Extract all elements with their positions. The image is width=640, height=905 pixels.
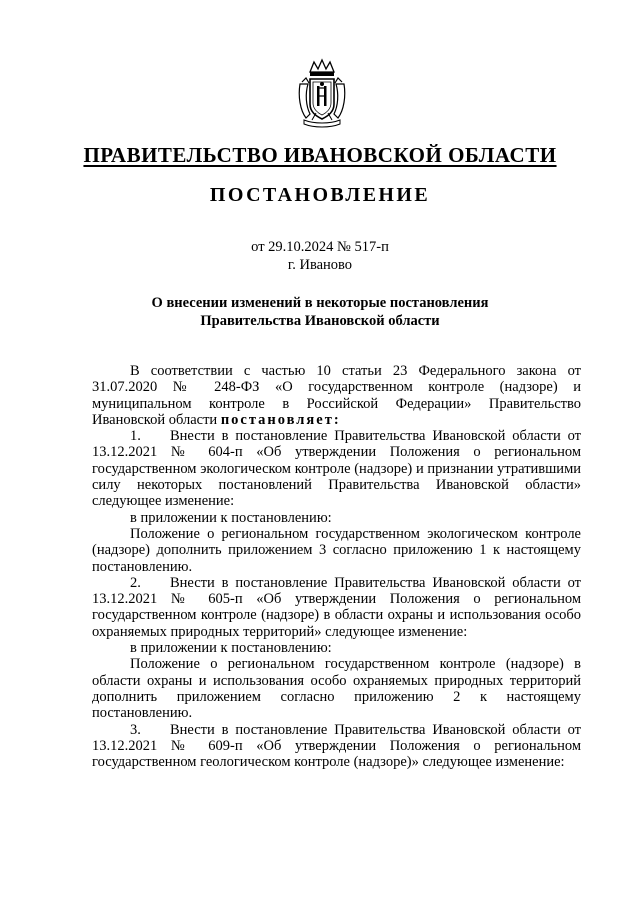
item-1-sub: в приложении к постановлению: [130, 509, 332, 526]
item-1-text: Внести в постановление Правительства Ивановской области от 13.12.2021 № 604-п «Об утверждении Положения о региональном государственном экологическом контроле (надзоре) и признании утратившими силу некоторых постановлений Правительства Ивановской области» следующее изменение: [92, 428, 581, 510]
city: г. Иваново [287, 257, 353, 273]
item-2-text: Внести в постановление Правительства Ивановской области от 13.12.2021 № 605-п «Об утверждении Положения о региональном государственном контроле (надзоре) в области охраны и использования особо охраняемых природных территорий» следующее изменение: [92, 574, 581, 640]
coat-of-arms-icon [296, 58, 348, 128]
government-title-text: ПРАВИТЕЛЬСТВО ИВАНОВСКОЙ ОБЛАСТИ [83, 143, 557, 167]
government-title [0, 143, 640, 168]
document-subject [0, 294, 640, 330]
document-body [92, 363, 581, 770]
resolves-word: постановляет: [220, 411, 341, 428]
item-1 [92, 428, 581, 509]
document-meta [0, 238, 640, 274]
intro-text: В соответствии с частью 10 статьи 23 Федерального закона от 31.07.2020 № 248-ФЗ «О государственном контроле (надзоре) и муниципальном контроле в Российской Федерации» Правительство Ивановской области [92, 363, 581, 428]
subject-line-2: Правительства Ивановской области [200, 313, 440, 329]
date-number: от 29.10.2024 № 517-п [251, 239, 389, 255]
document-type: ПОСТАНОВЛЕНИЕ [209, 184, 431, 206]
subject-line-1: О внесении изменений в некоторые постановления [151, 295, 489, 311]
intro-paragraph [92, 363, 581, 428]
item-1-change: Положение о региональном государственном экологическом контроле (надзоре) дополнить приложением 3 согласно приложению 1 к настоящему постановлению. [92, 525, 581, 575]
item-1-number: 1. [130, 428, 141, 445]
item-2-sub: в приложении к постановлению: [130, 640, 332, 657]
item-2-number: 2. [130, 574, 141, 591]
item-2-change: Положение о региональном государственном контроле (надзоре) в области охраны и использования особо охраняемых природных территорий дополнить приложением согласно приложению 2 к настоящему постановлению. [92, 656, 581, 722]
item-3 [92, 722, 581, 771]
item-2 [92, 575, 581, 640]
item-3-text: Внести в постановление Правительства Ивановской области от 13.12.2021 № 609-п «Об утверждении Положения о региональном государственном геологическом контроле (надзоре)» следующее изменение: [92, 721, 581, 771]
item-3-number: 3. [130, 721, 141, 738]
